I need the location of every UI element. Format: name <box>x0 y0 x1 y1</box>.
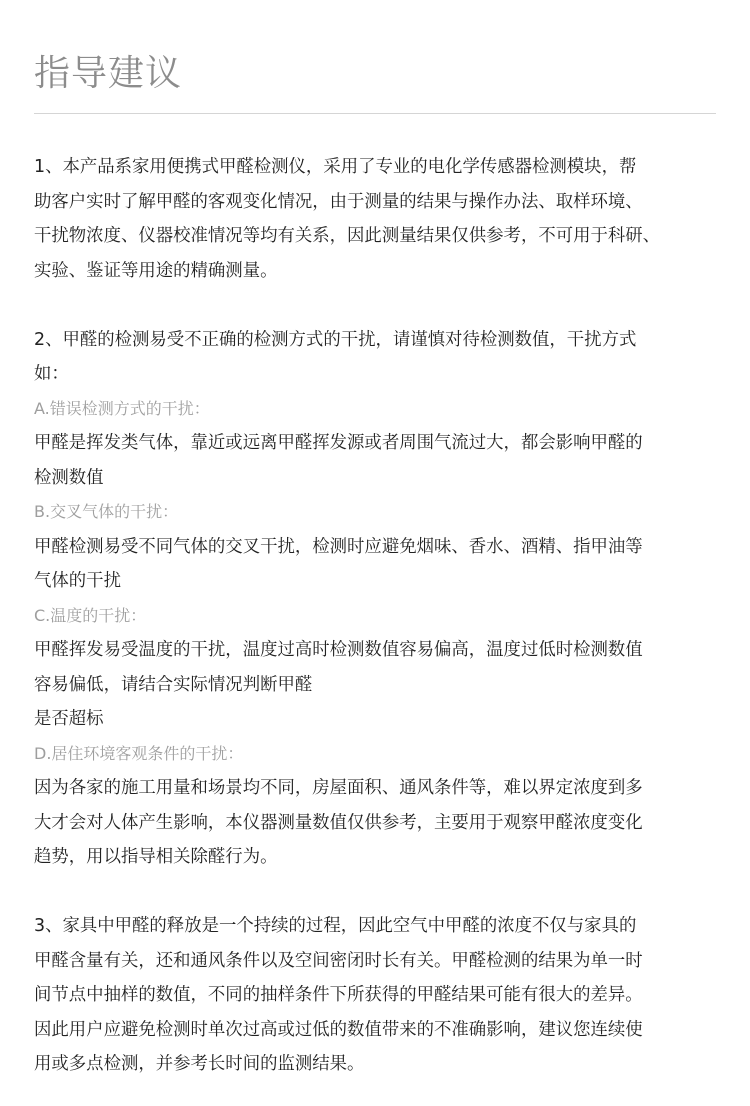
interference-text-c <box>34 633 740 737</box>
section-1-paragraph <box>34 150 740 288</box>
text-line: 检测数值 <box>34 467 104 488</box>
text-line: 助客户实时了解甲醛的客观变化情况，由于测量的结果与操作办法、取样环境、 <box>34 191 643 212</box>
interference-text-b <box>34 530 740 599</box>
text-line: 间节点中抽样的数值，不同的抽样条件下所获得的甲醛结果可能有很大的差异。 <box>34 985 643 1005</box>
text-line: 气体的干扰 <box>34 571 121 591</box>
text-line: 甲醛是挥发类气体，靠近或远离甲醛挥发源或者周围气流过大，都会影响甲醛的 <box>34 433 643 453</box>
interference-text-d <box>34 771 740 875</box>
interference-label-d: D.居住环境客观条件的干扰： <box>34 743 244 763</box>
text-line: 1、本产品系家用便携式甲醛检测仪，采用了专业的电化学传感器检测模块，帮 <box>34 157 637 177</box>
title-divider <box>34 113 716 114</box>
text-line: 2、甲醛的检测易受不正确的检测方式的干扰，请谨慎对待检测数值，干扰方式 <box>34 329 637 350</box>
interference-label-b: B.交叉气体的干扰： <box>34 502 179 521</box>
interference-label-c: C.温度的干扰： <box>34 605 147 625</box>
text-line: 是否超标 <box>34 709 104 729</box>
text-line: 实验、鉴证等用途的精确测量。 <box>34 260 278 281</box>
text-line: 因此用户应避免检测时单次过高或过低的数值带来的不准确影响，建议您连续使 <box>34 1019 643 1040</box>
text-line: 甲醛含量有关，还和通风条件以及空间密闭时长有关。甲醛检测的结果为单一时 <box>34 950 643 971</box>
text-line: 3、家具中甲醛的释放是一个持续的过程，因此空气中甲醛的浓度不仅与家具的 <box>34 916 637 936</box>
text-line: 甲醛检测易受不同气体的交叉干扰，检测时应避免烟味、香水、酒精、指甲油等 <box>34 536 643 557</box>
text-line: 容易偏低，请结合实际情况判断甲醛 <box>34 674 313 695</box>
text-line: 干扰物浓度、仪器校准情况等均有关系，因此测量结果仅供参考，不可用于科研、 <box>34 226 661 246</box>
interference-text-a <box>34 426 740 495</box>
interference-label-a: A.错误检测方式的干扰： <box>34 398 210 418</box>
guidance-content <box>34 150 740 1082</box>
text-line: 趋势，用以指导相关除醛行为。 <box>34 847 278 867</box>
text-line: 大才会对人体产生影响，本仪器测量数值仅供参考，主要用于观察甲醛浓度变化 <box>34 812 643 833</box>
text-line: 用或多点检测，并参考长时间的监测结果。 <box>34 1054 365 1074</box>
text-line: 因为各家的施工用量和场景均不同，房屋面积、通风条件等，难以界定浓度到多 <box>34 778 643 798</box>
text-line: 如： <box>34 364 69 384</box>
text-line: 甲醛挥发易受温度的干扰，温度过高时检测数值容易偏高，温度过低时检测数值 <box>34 640 643 660</box>
section-3-paragraph <box>34 909 740 1082</box>
page-title: 指导建议 <box>34 53 183 94</box>
section-2-paragraph <box>34 323 740 392</box>
